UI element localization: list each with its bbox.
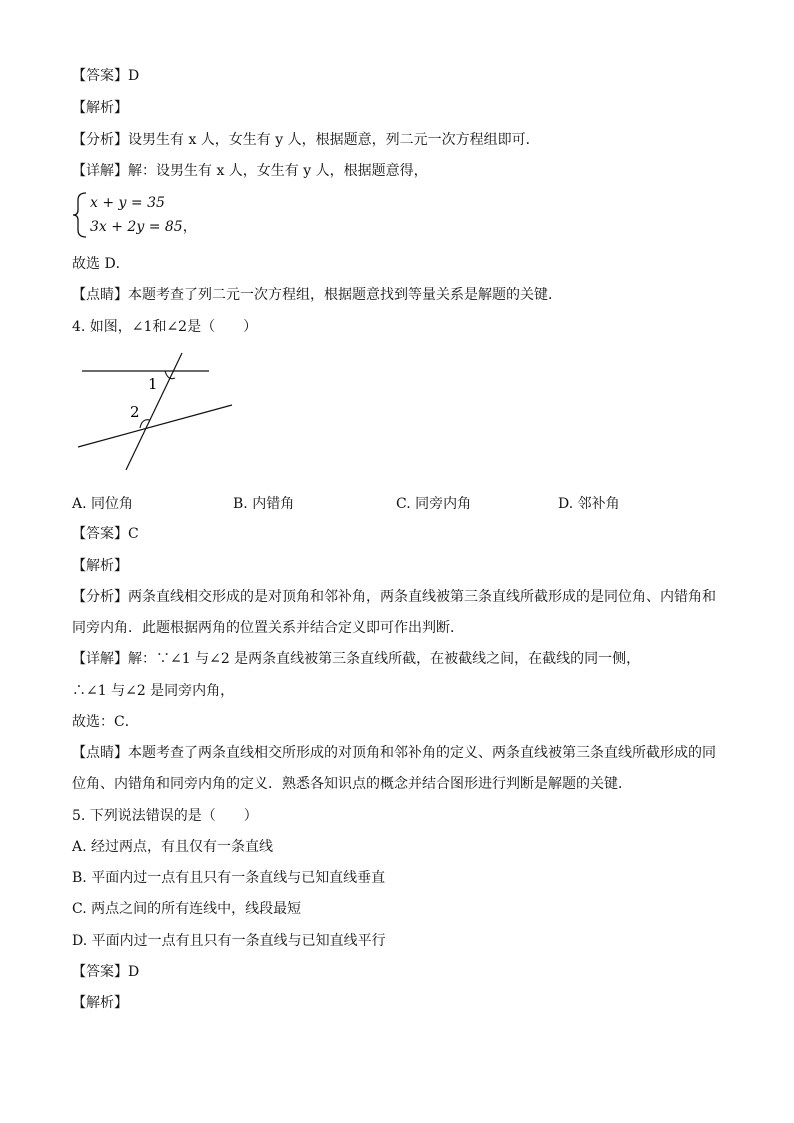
- q5-option-d: D. 平面内过一点有且只有一条直线与已知直线平行: [72, 933, 386, 949]
- q4-option-d: D. 邻补角: [558, 496, 620, 512]
- lower-line: [78, 405, 232, 447]
- equation-tail: ，: [182, 219, 197, 235]
- q4-answer: 【答案】C: [72, 526, 139, 542]
- q4-option-b: B. 内错角: [233, 496, 295, 512]
- q4-choice: 故选：C．: [72, 714, 139, 730]
- q4-option-a: A. 同位角: [72, 496, 134, 512]
- q5-analysis-header: 【解析】: [72, 995, 128, 1011]
- q5-stem: 5. 下列说法错误的是（ ）: [72, 808, 258, 824]
- q4-analysis-header: 【解析】: [72, 558, 128, 574]
- q4-stem: 4. 如图，∠1和∠2是（ ）: [72, 319, 258, 335]
- q3-xiangjie: 【详解】解：设男生有 x 人，女生有 y 人，根据题意得，: [72, 163, 428, 179]
- angle-figure: [72, 348, 242, 474]
- q5-option-a: A. 经过两点，有且仅有一条直线: [72, 839, 274, 855]
- angle-1-label: 1: [148, 375, 158, 393]
- q3-fenxi: 【分析】设男生有 x 人，女生有 y 人，根据题意，列二元一次方程组即可．: [72, 132, 540, 148]
- equation-2: [90, 218, 197, 236]
- q4-option-c: C. 同旁内角: [396, 496, 472, 512]
- q3-choice: 故选 D．: [72, 256, 130, 272]
- q4-fenxi-2: 同旁内角．此题根据两角的位置关系并结合定义即可作出判断．: [72, 620, 464, 636]
- equation-2-body: 3x + 2y = 85: [90, 219, 183, 235]
- q5-option-c: C. 两点之间的所有连线中，线段最短: [72, 901, 302, 917]
- q4-dianjing-2: 位角、内错角和同旁内角的定义．熟悉各知识点的概念并结合图形进行判断是解题的关键．: [72, 776, 632, 792]
- q4-dianjing-1: 【点睛】本题考查了两条直线相交所形成的对顶角和邻补角的定义、两条直线被第三条直线所截形成的同: [72, 745, 716, 761]
- q3-analysis-header: 【解析】: [72, 100, 128, 116]
- q4-xiangjie-2: ∴∠1 与∠2 是同旁内角，: [72, 683, 235, 699]
- q3-answer: 【答案】D: [72, 68, 140, 84]
- q3-dianjing: 【点睛】本题考查了列二元一次方程组，根据题意找到等量关系是解题的关键．: [72, 287, 562, 303]
- q5-answer: 【答案】D: [72, 964, 140, 980]
- q4-fenxi-1: 【分析】两条直线相交形成的是对顶角和邻补角，两条直线被第三条直线所截形成的是同位角、内错角和: [72, 589, 716, 605]
- equation-1: x + y = 35: [90, 195, 165, 211]
- q4-xiangjie-1: 【详解】解：∵∠1 与∠2 是两条直线被第三条直线所截，在被截线之间，在截线的同一侧，: [72, 651, 641, 667]
- q5-option-b: B. 平面内过一点有且只有一条直线与已知直线垂直: [72, 870, 386, 886]
- angle-2-label: 2: [130, 403, 140, 421]
- equation-brace: [72, 192, 92, 238]
